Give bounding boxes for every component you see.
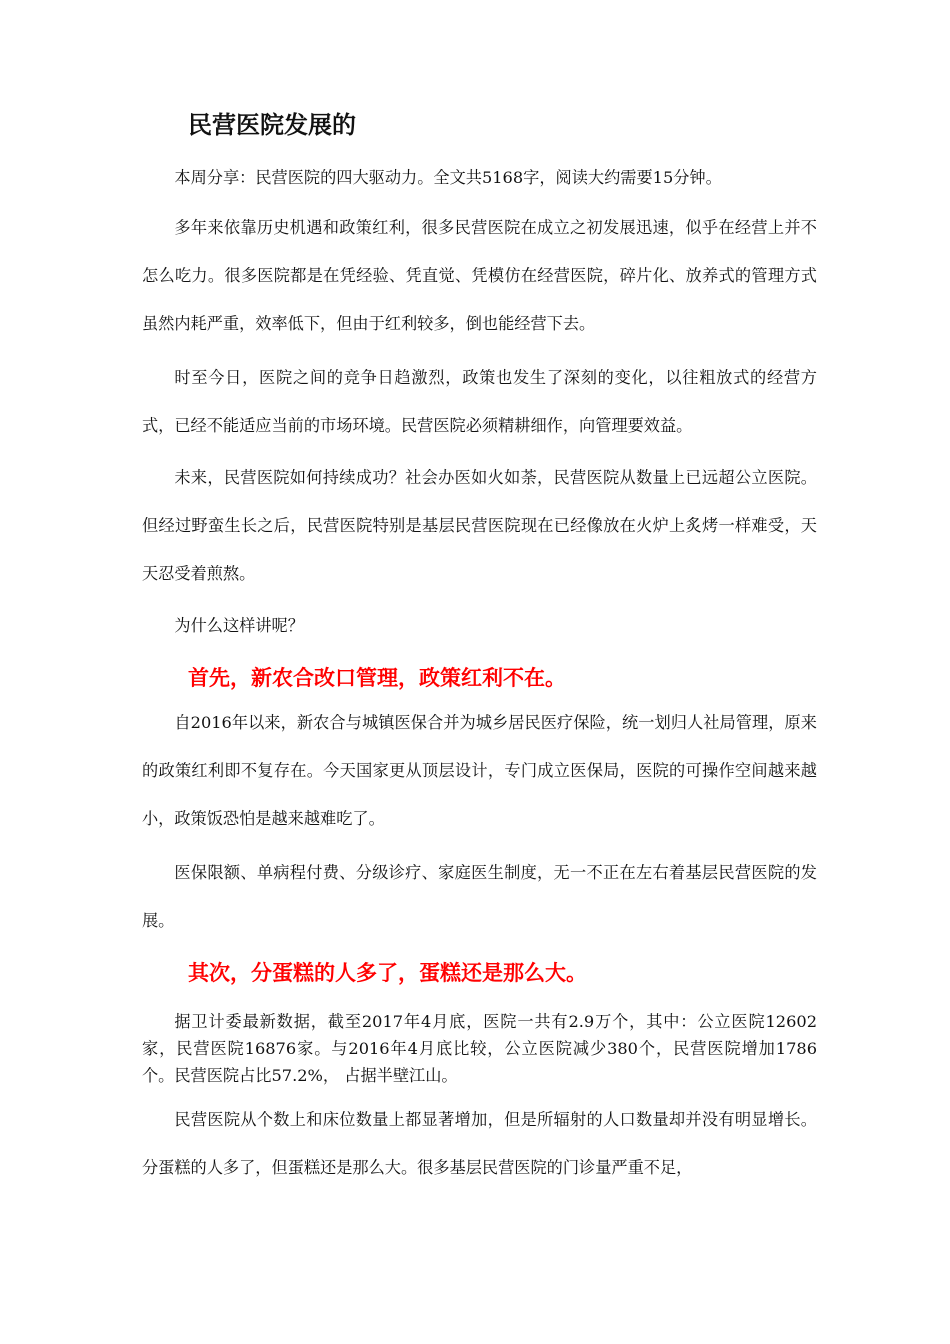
paragraph-4: 为什么这样讲呢？	[174, 616, 304, 635]
paragraph-7: 据卫计委最新数据，截至2017年4月底，医院一共有2.9万个，其中：公立医院12602家，民营医院16876家。与2016年4月底比较，公立医院减少380个，民营医院增加1786个。民营医院占比57.2%， 占据半壁江山。	[142, 1012, 817, 1085]
section-heading-1: 首先，新农合改口管理，政策红利不在。	[188, 666, 566, 690]
paragraph-8: 民营医院从个数上和床位数量上都显著增加，但是所辐射的人口数量却并没有明显增长。分蛋糕的人多了，但蛋糕还是那么大。很多基层民营医院的门诊量严重不足，	[142, 1110, 817, 1177]
paragraph-3: 未来，民营医院如何持续成功？社会办医如火如荼，民营医院从数量上已远超公立医院。但经过野蛮生长之后，民营医院特别是基层民营医院现在已经像放在火炉上炙烤一样难受，天天忍受着煎熬。	[142, 468, 817, 583]
section-heading-2: 其次，分蛋糕的人多了，蛋糕还是那么大。	[188, 961, 587, 985]
paragraph-1: 多年来依靠历史机遇和政策红利，很多民营医院在成立之初发展迅速，似乎在经营上并不怎么吃力。很多医院都是在凭经验、凭直觉、凭模仿在经营医院，碎片化、放养式的管理方式虽然内耗严重，效率低下，但由于红利较多，倒也能经营下去。	[142, 218, 817, 333]
paragraph-6: 医保限额、单病程付费、分级诊疗、家庭医生制度，无一不正在左右着基层民营医院的发展。	[142, 863, 817, 930]
paragraph-5: 自2016年以来，新农合与城镇医保合并为城乡居民医疗保险，统一划归人社局管理，原来的政策红利即不复存在。今天国家更从顶层设计，专门成立医保局，医院的可操作空间越来越小，政策饭恐怕是越来越难吃了。	[142, 713, 817, 828]
page-title: 民营医院发展的	[188, 111, 356, 139]
intro-paragraph: 本周分享：民营医院的四大驱动力。全文共5168字，阅读大约需要15分钟。	[174, 168, 722, 187]
paragraph-2: 时至今日，医院之间的竞争日趋激烈，政策也发生了深刻的变化，以往粗放式的经营方式，已经不能适应当前的市场环境。民营医院必须精耕细作，向管理要效益。	[142, 368, 817, 435]
